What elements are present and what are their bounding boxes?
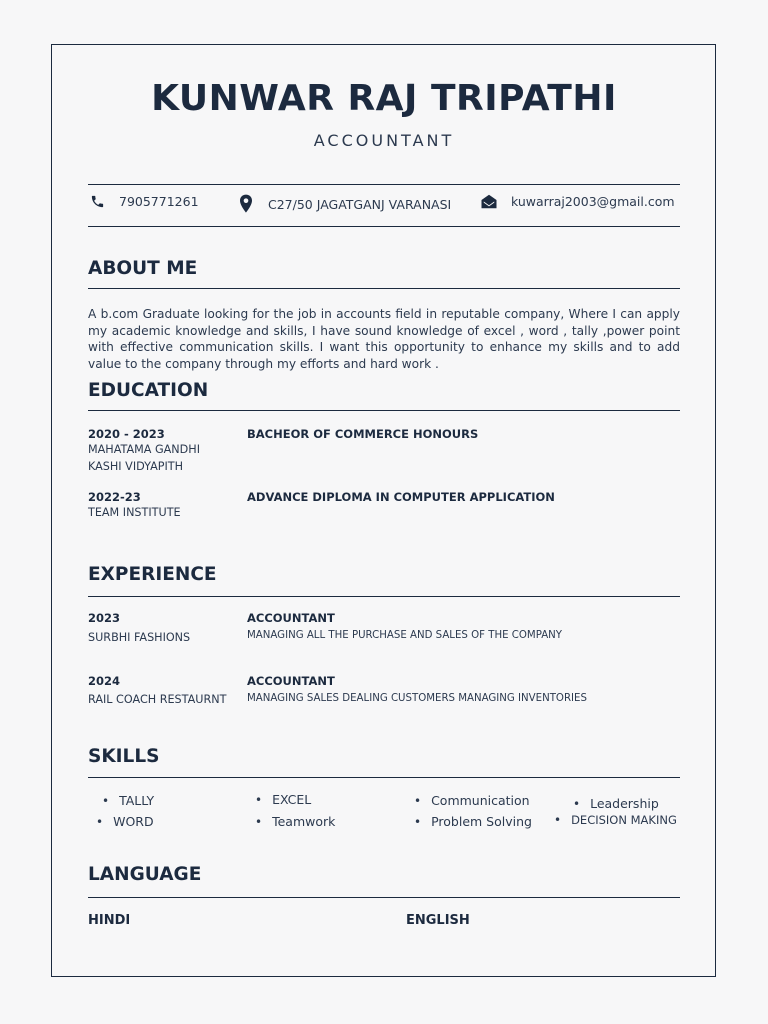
education-heading: EDUCATION [88,380,209,401]
candidate-name: KUNWAR RAJ TRIPATHI [151,78,617,119]
contact-top-divider [88,184,680,185]
education-institution [88,441,200,475]
education-degree: ADVANCE DIPLOMA IN COMPUTER APPLICATION [247,490,555,504]
phone-icon [90,194,105,209]
about-divider [88,288,680,289]
education-institution-line: KASHI VIDYAPITH [88,460,184,473]
experience-company: SURBHI FASHIONS [88,631,191,644]
phone-number: 7905771261 [119,194,199,209]
contact-email [480,194,675,209]
experience-divider [88,596,680,597]
about-text: A b.com Graduate looking for the job in accounts field in reputable company, Where I can apply my academic knowledge and skills, I have sound knowledge of excel , word , tally ,power point with effective communication skills. I want this opportunity to enhance my skills and to add value to the company through my efforts and hard work . [88,307,680,372]
language-heading: LANGUAGE [88,864,202,885]
experience-year: 2024 [88,674,121,688]
envelope-icon [480,194,498,209]
skill-item: • DECISION MAKING [554,813,677,827]
education-institution-line: MAHATAMA GANDHI [88,443,200,456]
skill-item: • Leadership [573,796,659,811]
skill-item: • WORD [96,814,154,829]
skill-item: • Problem Solving [414,814,532,829]
experience-year: 2023 [88,611,121,625]
language-item: ENGLISH [406,913,470,928]
skills-divider [88,777,680,778]
skill-item: • Teamwork [255,814,335,829]
language-item: HINDI [88,913,131,928]
skill-item: • TALLY [102,793,154,808]
education-years: 2020 - 2023 [88,427,165,441]
language-divider [88,897,680,898]
experience-company: RAIL COACH RESTAURNT [88,693,227,706]
address-text: C27/50 JAGATGANJ VARANASI [268,196,452,212]
contact-phone [90,194,199,209]
contact-address [238,194,451,214]
experience-heading: EXPERIENCE [88,564,217,585]
education-degree: BACHEOR OF COMMERCE HONOURS [247,427,479,441]
location-pin-icon [238,194,254,214]
contact-bottom-divider [88,226,680,227]
skill-item: • Communication [414,793,530,808]
education-years: 2022-23 [88,490,141,504]
skills-heading: SKILLS [88,746,160,767]
education-institution: TEAM INSTITUTE [88,506,181,519]
experience-position: ACCOUNTANT [247,674,335,688]
skill-item: • EXCEL [255,792,311,807]
about-heading: ABOUT ME [88,258,198,279]
candidate-role: ACCOUNTANT [313,131,455,150]
experience-description: MANAGING ALL THE PURCHASE AND SALES OF THE COMPANY [247,630,563,641]
experience-description: MANAGING SALES DEALING CUSTOMERS MANAGING INVENTORIES [247,693,587,704]
experience-position: ACCOUNTANT [247,611,335,625]
email-link[interactable]: kuwarraj2003@gmail.com [511,194,675,209]
education-divider [88,410,680,411]
